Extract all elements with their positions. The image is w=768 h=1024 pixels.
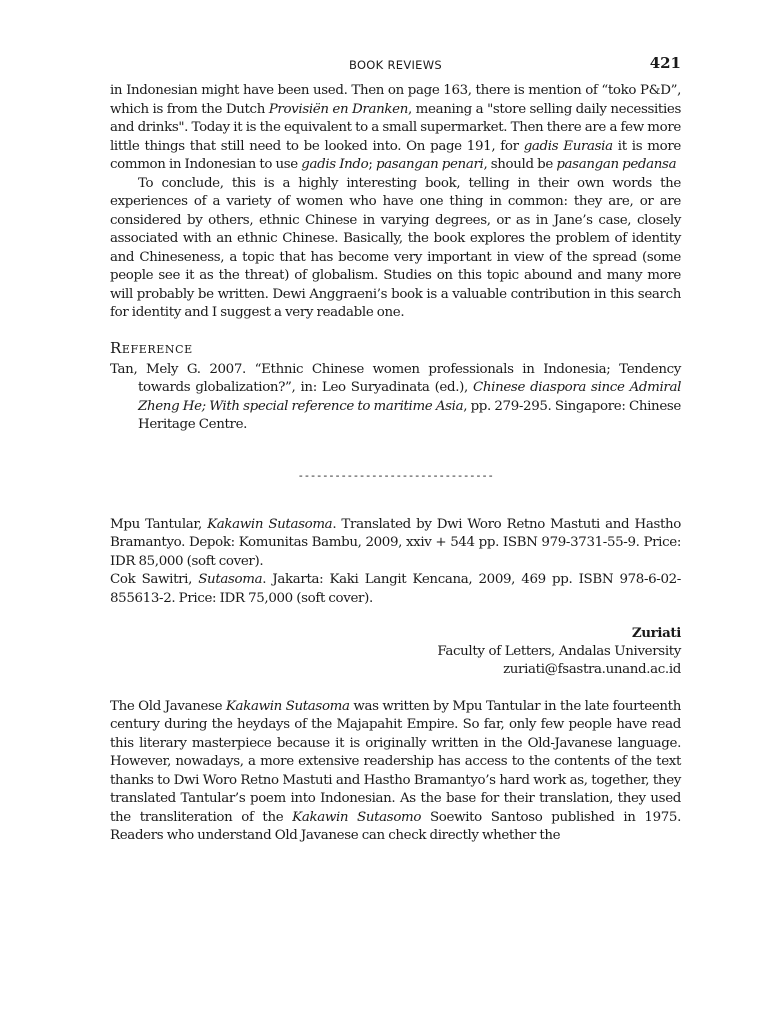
paragraph-conclusion: To conclude, this is a highly interesting book, telling in their own words the experiences of a variety of women who have one thing in common: they are, or are considered by others, ethnic Chinese in varying degrees, or as in Jane’s case, closely associated with an ethnic Chinese. Basically, the book explores the problem of identity and Chineseness, a topic that has become very important in view of the spread (some people see it as the threat) of globalism. Studies on this topic abound and many more will probably be written. Dewi Anggraeni’s book is a valuable contribution in this search for identity and I suggest a very readable one. bbox=[110, 175, 681, 320]
text-run: . Jakarta: Kaki Langit Kencana, 2009, 469 pp. ISBN 978-6-02-855613-2. Price: IDR 75,000 (soft cover). bbox=[110, 572, 681, 606]
reference-heading: Reference bbox=[110, 338, 193, 357]
text-run: Soewito Santoso published in 1975. Readers who understand Old Javanese can check directly whether the bbox=[110, 809, 682, 843]
reference-entry bbox=[110, 361, 681, 435]
book-title-italic: Sutasoma bbox=[198, 572, 263, 587]
review-body-paragraph bbox=[110, 698, 681, 846]
text-run: ; bbox=[368, 157, 376, 172]
text-run: in Indonesian might have been used. Then on page 163, there is mention of “toko P&D”, which is from the Dutch bbox=[110, 83, 681, 117]
text-run: Tan, Mely G. 2007. “Ethnic Chinese women professionals in Indonesia; Tendency towards globalization?”, in: Leo Suryadinata (ed.), bbox=[110, 361, 681, 395]
page bbox=[110, 52, 681, 846]
text-run: , should be bbox=[483, 157, 557, 172]
reviewer-affiliation: Faculty of Letters, Andalas University bbox=[437, 643, 681, 659]
text-run: Mpu Tantular, bbox=[110, 516, 208, 532]
text-run: it is more common in Indonesian to use bbox=[110, 138, 681, 172]
book-title-italic: Kakawin Sutasomo bbox=[292, 809, 422, 825]
text-run: , pp. 279-295. Singapore: Chinese Heritage Centre. bbox=[138, 398, 681, 432]
italic-term: pasangan penari bbox=[375, 157, 484, 172]
italic-term: pasangan pedansa bbox=[556, 157, 677, 172]
italic-term: gadis Indo bbox=[301, 157, 369, 172]
reviewer-email: zuriati@fsastra.unand.ac.id bbox=[503, 662, 681, 677]
page-number: 421 bbox=[649, 54, 681, 72]
text-run: . Translated by Dwi Woro Retno Mastuti and Hastho Bramantyo. Depok: Komunitas Bambu, 2009, xxiv + 544 pp. ISBN 979-3731-55-9. Price: IDR 85,000 (soft cover). bbox=[110, 516, 681, 569]
running-head bbox=[110, 52, 681, 82]
italic-term: gadis Eurasia bbox=[523, 138, 613, 154]
reviewed-book-2 bbox=[110, 571, 681, 608]
book-title-italic: Kakawin Sutasoma bbox=[225, 698, 350, 714]
running-title: BOOK REVIEWS bbox=[348, 58, 443, 72]
italic-term: Provisiën en Dranken bbox=[268, 101, 408, 117]
text-run: was written by Mpu Tantular in the late fourteenth century during the heydays of the Majapahit Empire. So far, only few people have read this literary masterpiece because it is originally written in the Old-Javanese language. However, nowadays, a more extensive readership has access to the contents of the text thanks to Dwi Woro Retno Mastuti and Hastho Bramantyo’s hard work as, together, they translated Tantular’s poem into Indonesian. As the base for their translation, they used the transliteration of the bbox=[110, 698, 681, 825]
text-run: Cok Sawitri, bbox=[110, 572, 199, 587]
text-run: The Old Javanese bbox=[110, 698, 226, 714]
text-run: , meaning a "store selling daily necessities and drinks". Today it is the equivalent to a small supermarket. Then there are a few more little things that still need to be looked into. On page 191, for bbox=[110, 101, 681, 154]
reviewed-book-1 bbox=[110, 516, 681, 572]
book-title-italic: Chinese diaspora since Admiral Zheng He; With special reference to maritime Asia bbox=[138, 380, 682, 414]
reviewer-block bbox=[110, 624, 681, 680]
separator-line: -------------------------------- bbox=[297, 468, 494, 482]
book-title-italic: Kakawin Sutasoma bbox=[207, 516, 333, 532]
reviewer-name: Zuriati bbox=[631, 625, 681, 641]
paragraph-1 bbox=[110, 82, 681, 175]
